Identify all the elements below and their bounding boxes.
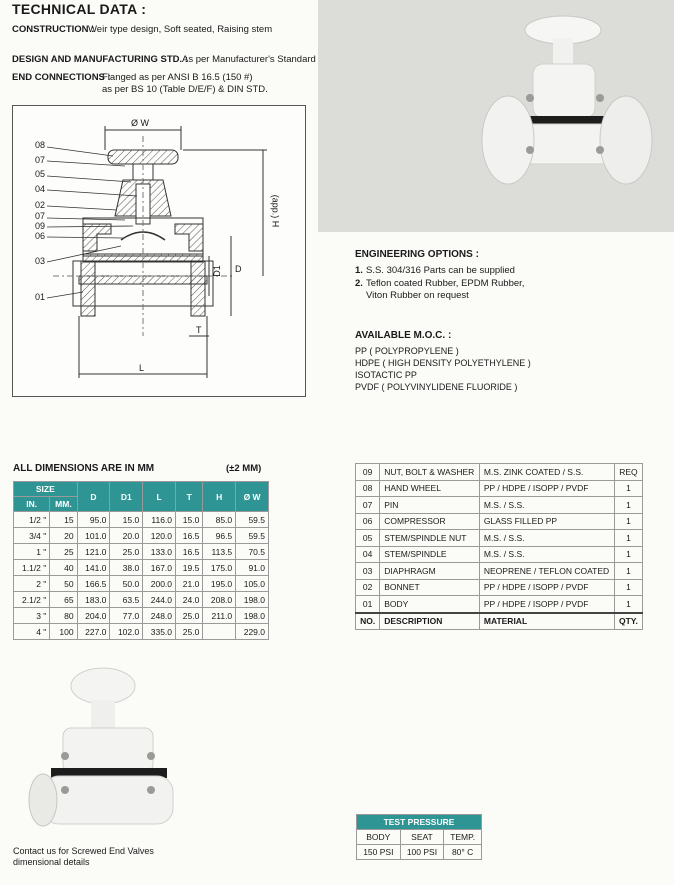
dimension-cell: 200.0 — [143, 576, 176, 592]
note-line2: dimensional details — [13, 857, 90, 867]
dimension-cell: 15.0 — [176, 512, 203, 528]
dimension-row — [14, 512, 269, 528]
material-row — [356, 513, 643, 530]
dimension-cell: 20.0 — [110, 528, 143, 544]
material-cell: BONNET — [380, 579, 480, 596]
dimension-cell: 175.0 — [203, 560, 236, 576]
material-cell: NUT, BOLT & WASHER — [380, 464, 480, 481]
col-header-l: L — [143, 482, 176, 512]
dimension-cell: 198.0 — [236, 592, 269, 608]
dimension-cell: 15 — [50, 512, 77, 528]
material-row — [356, 579, 643, 596]
dimension-cell: 25.0 — [176, 624, 203, 640]
dimension-cell: 198.0 — [236, 608, 269, 624]
dimensions-table — [13, 481, 269, 640]
dimension-cell: 21.0 — [176, 576, 203, 592]
page-title: TECHNICAL DATA : — [12, 1, 147, 17]
dimension-cell: 3 " — [14, 608, 50, 624]
dimension-cell: 183.0 — [77, 592, 110, 608]
material-row — [356, 596, 643, 613]
test-pressure-title: TEST PRESSURE — [357, 815, 482, 830]
dimension-cell: 77.0 — [110, 608, 143, 624]
dimension-cell: 50 — [50, 576, 77, 592]
dimension-cell: 102.0 — [110, 624, 143, 640]
material-cell: PP / HDPE / ISOPP / PVDF — [479, 596, 614, 613]
part-label-06: 06 — [35, 231, 46, 241]
engineering-option-2: Teflon coated Rubber, EPDM Rubber, — [366, 278, 525, 289]
col-header-t: T — [176, 482, 203, 512]
dimensions-tolerance: (±2 MM) — [226, 463, 262, 474]
flanged-valve-photo — [318, 0, 674, 232]
dimension-cell: 96.5 — [203, 528, 236, 544]
dimension-cell: 40 — [50, 560, 77, 576]
valve-section-drawing — [13, 106, 305, 396]
screwed-valve-photo — [13, 658, 193, 840]
material-cell: 1 — [614, 530, 642, 547]
dimension-cell: 204.0 — [77, 608, 110, 624]
mat-header-material: MATERIAL — [479, 613, 614, 630]
dimension-cell: 1.1/2 " — [14, 560, 50, 576]
material-cell: 1 — [614, 480, 642, 497]
dimension-cell: 105.0 — [236, 576, 269, 592]
materials-header-row — [356, 613, 643, 630]
spec-construction-label: CONSTRUCTION : — [12, 24, 95, 35]
material-cell: PIN — [380, 497, 480, 514]
dimension-cell: 121.0 — [77, 544, 110, 560]
dimension-cell: 229.0 — [236, 624, 269, 640]
moc-item-isopp: ISOTACTIC PP — [355, 370, 417, 380]
dim-label-d: D — [235, 264, 242, 274]
dimension-cell: 25 — [50, 544, 77, 560]
dimension-cell: 208.0 — [203, 592, 236, 608]
dimension-cell: 3/4 " — [14, 528, 50, 544]
material-cell: PP / HDPE / ISOPP / PVDF — [479, 579, 614, 596]
material-row — [356, 563, 643, 580]
col-header-w: Ø W — [236, 482, 269, 512]
dimension-row — [14, 528, 269, 544]
part-label-07: 07 — [35, 155, 46, 165]
dimension-cell: 120.0 — [143, 528, 176, 544]
material-cell: COMPRESSOR — [380, 513, 480, 530]
tp-value-body: 150 PSI — [357, 845, 401, 860]
engineering-option-2-num: 2. — [355, 278, 363, 289]
material-cell: GLASS FILLED PP — [479, 513, 614, 530]
dimension-cell: 141.0 — [77, 560, 110, 576]
tp-header-temp: TEMP. — [444, 830, 482, 845]
size-header: SIZE — [14, 482, 78, 497]
material-cell: M.S. / S.S. — [479, 546, 614, 563]
dimension-cell: 2.1/2 " — [14, 592, 50, 608]
material-cell: 09 — [356, 464, 380, 481]
tp-value-seat: 100 PSI — [400, 845, 444, 860]
material-cell: NEOPRENE / TEFLON COATED — [479, 563, 614, 580]
material-cell: 08 — [356, 480, 380, 497]
tp-header-body: BODY — [357, 830, 401, 845]
dimension-cell: 2 " — [14, 576, 50, 592]
material-cell: 07 — [356, 497, 380, 514]
dimension-cell: 25.0 — [176, 608, 203, 624]
dimension-cell: 19.5 — [176, 560, 203, 576]
dimension-cell: 248.0 — [143, 608, 176, 624]
technical-drawing — [12, 105, 306, 397]
dimension-cell: 70.5 — [236, 544, 269, 560]
material-cell: 1 — [614, 579, 642, 596]
engineering-title: ENGINEERING OPTIONS : — [355, 249, 479, 260]
dimension-cell: 63.5 — [110, 592, 143, 608]
dimension-cell: 25.0 — [110, 544, 143, 560]
dim-label-l: L — [139, 363, 145, 373]
part-label-07b: 07 — [35, 211, 46, 221]
dimension-cell: 24.0 — [176, 592, 203, 608]
dimension-cell: 1/2 " — [14, 512, 50, 528]
material-row — [356, 530, 643, 547]
dimension-cell: 227.0 — [77, 624, 110, 640]
part-label-04: 04 — [35, 184, 46, 194]
note-line1: Contact us for Screwed End Valves — [13, 846, 154, 856]
dimension-cell: 116.0 — [143, 512, 176, 528]
material-cell: 04 — [356, 546, 380, 563]
col-header-h: H — [203, 482, 236, 512]
material-row — [356, 546, 643, 563]
spec-end-connections-value: Flanged as per ANSI B 16.5 (150 #) — [102, 72, 253, 83]
spec-design-label: DESIGN AND MANUFACTURING STD. : — [12, 54, 188, 65]
material-cell: STEM/SPINDLE NUT — [380, 530, 480, 547]
dimension-cell: 85.0 — [203, 512, 236, 528]
material-cell: REQ — [614, 464, 642, 481]
material-cell: 02 — [356, 579, 380, 596]
spec-design-value: As per Manufacturer's Standard — [182, 54, 316, 65]
dimensions-title: ALL DIMENSIONS ARE IN MM — [13, 463, 155, 474]
dimension-cell: 133.0 — [143, 544, 176, 560]
col-header-d: D — [77, 482, 110, 512]
spec-construction-value: Weir type design, Soft seated, Raising stem — [88, 24, 273, 35]
dimension-cell: 167.0 — [143, 560, 176, 576]
dimension-row — [14, 592, 269, 608]
material-cell: DIAPHRAGM — [380, 563, 480, 580]
moc-title: AVAILABLE M.O.C. : — [355, 330, 452, 341]
dimension-cell: 4 " — [14, 624, 50, 640]
dimension-cell: 113.5 — [203, 544, 236, 560]
material-cell: 1 — [614, 563, 642, 580]
dimension-cell: 15.0 — [110, 512, 143, 528]
engineering-option-2-line2: Viton Rubber on request — [366, 290, 469, 301]
spec-end-connections-value2: as per BS 10 (Table D/E/F) & DIN STD. — [102, 84, 268, 95]
dimension-cell: 80 — [50, 608, 77, 624]
dimension-cell: 101.0 — [77, 528, 110, 544]
part-label-01: 01 — [35, 292, 46, 302]
material-row — [356, 497, 643, 514]
dimension-cell: 50.0 — [110, 576, 143, 592]
tp-header-seat: SEAT — [400, 830, 444, 845]
dimension-row — [14, 560, 269, 576]
dimension-row — [14, 576, 269, 592]
dim-label-d1: D1 — [211, 265, 222, 277]
material-cell: STEM/SPINDLE — [380, 546, 480, 563]
materials-table-body — [356, 464, 643, 613]
part-label-02: 02 — [35, 200, 46, 210]
mat-header-no: NO. — [356, 613, 380, 630]
part-label-08: 08 — [35, 140, 46, 150]
dim-label-h: (app.) H — [270, 194, 281, 228]
dimension-cell: 195.0 — [203, 576, 236, 592]
part-label-05: 05 — [35, 169, 46, 179]
material-cell: M.S. ZINK COATED / S.S. — [479, 464, 614, 481]
materials-table — [355, 463, 643, 630]
dimension-cell: 95.0 — [77, 512, 110, 528]
material-cell: M.S. / S.S. — [479, 497, 614, 514]
dim-label-w: Ø W — [131, 118, 149, 128]
material-cell: M.S. / S.S. — [479, 530, 614, 547]
size-in-header: IN. — [14, 497, 50, 512]
material-cell: HAND WHEEL — [380, 480, 480, 497]
dimension-cell: 91.0 — [236, 560, 269, 576]
moc-item-pp: PP ( POLYPROPYLENE ) — [355, 346, 459, 356]
engineering-option-1: S.S. 304/316 Parts can be supplied — [366, 265, 515, 276]
dimension-cell: 166.5 — [77, 576, 110, 592]
material-row — [356, 464, 643, 481]
moc-item-pvdf: PVDF ( POLYVINYLIDENE FLUORIDE ) — [355, 382, 518, 392]
material-cell: 01 — [356, 596, 380, 613]
material-cell: 05 — [356, 530, 380, 547]
dimension-cell: 100 — [50, 624, 77, 640]
test-pressure-table — [356, 814, 482, 860]
dimension-cell — [203, 624, 236, 640]
tp-value-temp: 80° C — [444, 845, 482, 860]
dimension-row — [14, 544, 269, 560]
dimension-cell: 1 " — [14, 544, 50, 560]
dimension-cell: 59.5 — [236, 528, 269, 544]
material-cell: 1 — [614, 596, 642, 613]
dimension-cell: 38.0 — [110, 560, 143, 576]
part-label-03: 03 — [35, 256, 46, 266]
material-cell: 1 — [614, 546, 642, 563]
dimension-row — [14, 624, 269, 640]
col-header-d1: D1 — [110, 482, 143, 512]
dimension-cell: 244.0 — [143, 592, 176, 608]
material-cell: BODY — [380, 596, 480, 613]
moc-item-hdpe: HDPE ( HIGH DENSITY POLYETHYLENE ) — [355, 358, 531, 368]
mat-header-description: DESCRIPTION — [380, 613, 480, 630]
engineering-option-1-num: 1. — [355, 265, 363, 276]
material-cell: 1 — [614, 513, 642, 530]
dimension-cell: 335.0 — [143, 624, 176, 640]
material-cell: 06 — [356, 513, 380, 530]
screwed-valve-image — [13, 658, 193, 840]
dimensions-table-body — [14, 512, 269, 640]
dimension-cell: 59.5 — [236, 512, 269, 528]
spec-end-connections-label: END CONNECTIONS : — [12, 72, 111, 83]
material-cell: 03 — [356, 563, 380, 580]
dimension-cell: 65 — [50, 592, 77, 608]
part-label-09: 09 — [35, 221, 46, 231]
flanged-valve-image — [318, 0, 674, 232]
dimension-row — [14, 608, 269, 624]
mat-header-qty: QTY. — [614, 613, 642, 630]
dimension-cell: 16.5 — [176, 528, 203, 544]
material-row — [356, 480, 643, 497]
dimension-cell: 16.5 — [176, 544, 203, 560]
dimension-cell: 20 — [50, 528, 77, 544]
size-mm-header: MM. — [50, 497, 77, 512]
dimension-cell: 211.0 — [203, 608, 236, 624]
material-cell: PP / HDPE / ISOPP / PVDF — [479, 480, 614, 497]
material-cell: 1 — [614, 497, 642, 514]
dim-label-t: T — [196, 325, 202, 335]
